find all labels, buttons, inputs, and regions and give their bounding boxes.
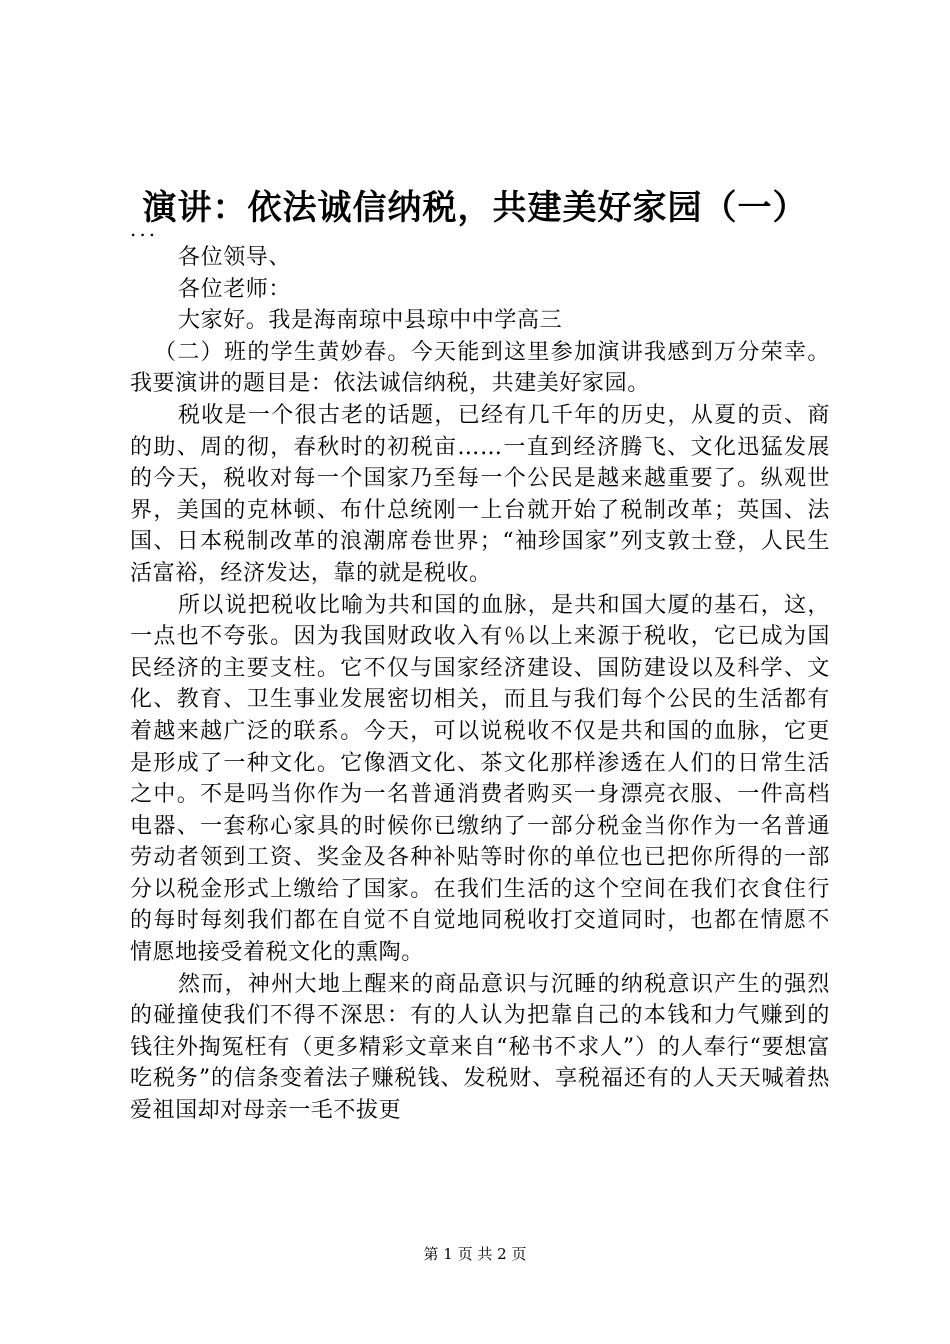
- salutation-leaders: 各位领导、: [178, 245, 292, 270]
- bloodline-paragraph: 所以说把税收比喻为共和国的血脉，是共和国大厦的基石，这，一点也不夸张。因为我国财政收入有％以上来源于税收，它已成为国民经济的主要支柱。它不仅与国家经济建设、国防建设以及科学、文化、教育、卫生事业发展密切相关，而且与我们每个公民的生活都有着越来越广泛的联系。今天，可以说税收不仅是共和国的血脉，它更是形成了一种文化。它像酒文化、茶文化那样渗透在人们的日常生活之中。不是吗当你作为一名普通消费者购买一身漂亮衣服、一件高档电器、一套称心家具的时候你已缴纳了一部分税金当你作为一名普通劳动者领到工资、奖金及各种补贴等时你的单位也已把你所得的一部分以税金形式上缴给了国家。在我们生活的这个空间在我们衣食住行的每时每刻我们都在自觉不自觉地同税收打交道同时，也都在情愿不情愿地接受着税文化的熏陶。: [130, 592, 830, 966]
- document-title: 演讲：依法诚信纳税，共建美好家园（一）: [142, 188, 808, 228]
- document-body: [130, 216, 830, 1127]
- history-paragraph: 税收是一个很古老的话题，已经有几千年的历史，从夏的贡、商的助、周的彻，春秋时的初税亩……一直到经济腾飞、文化迅猛发展的今天，税收对每一个国家乃至每一个公民是越来越重要了。纵观世界，美国的克林顿、布什总统刚一上台就开始了税制改革；英国、法国、日本税制改革的浪潮席卷世界；“袖珍国家”列支敦士登，人民生活富裕，经济发达，靠的就是税收。: [130, 402, 830, 586]
- intro-paragraph: （二）班的学生黄妙春。今天能到这里参加演讲我感到万分荣幸。我要演讲的题目是：依法诚信纳税，共建美好家园。: [130, 339, 830, 397]
- greeting-paragraph: 大家好。我是海南琼中县琼中中学高三: [178, 308, 563, 334]
- page-number-footer: 第 1 页 共 2 页: [423, 1245, 527, 1263]
- salutation-teachers: 各位老师：: [178, 276, 292, 302]
- awareness-paragraph: 然而，神州大地上醒来的商品意识与沉睡的纳税意识产生的强烈的碰撞使我们不得不深思：有的人认为把靠自己的本钱和力气赚到的钱往外掏冤枉有（更多精彩文章来自“秘书不求人”）的人奉行“要想富吃税务”的信条变着法子赚税钱、发税财、享税福还有的人天天喊着热爱祖国却对母亲一毛不拔更: [130, 971, 830, 1124]
- ellipsis-line: ...: [130, 217, 159, 241]
